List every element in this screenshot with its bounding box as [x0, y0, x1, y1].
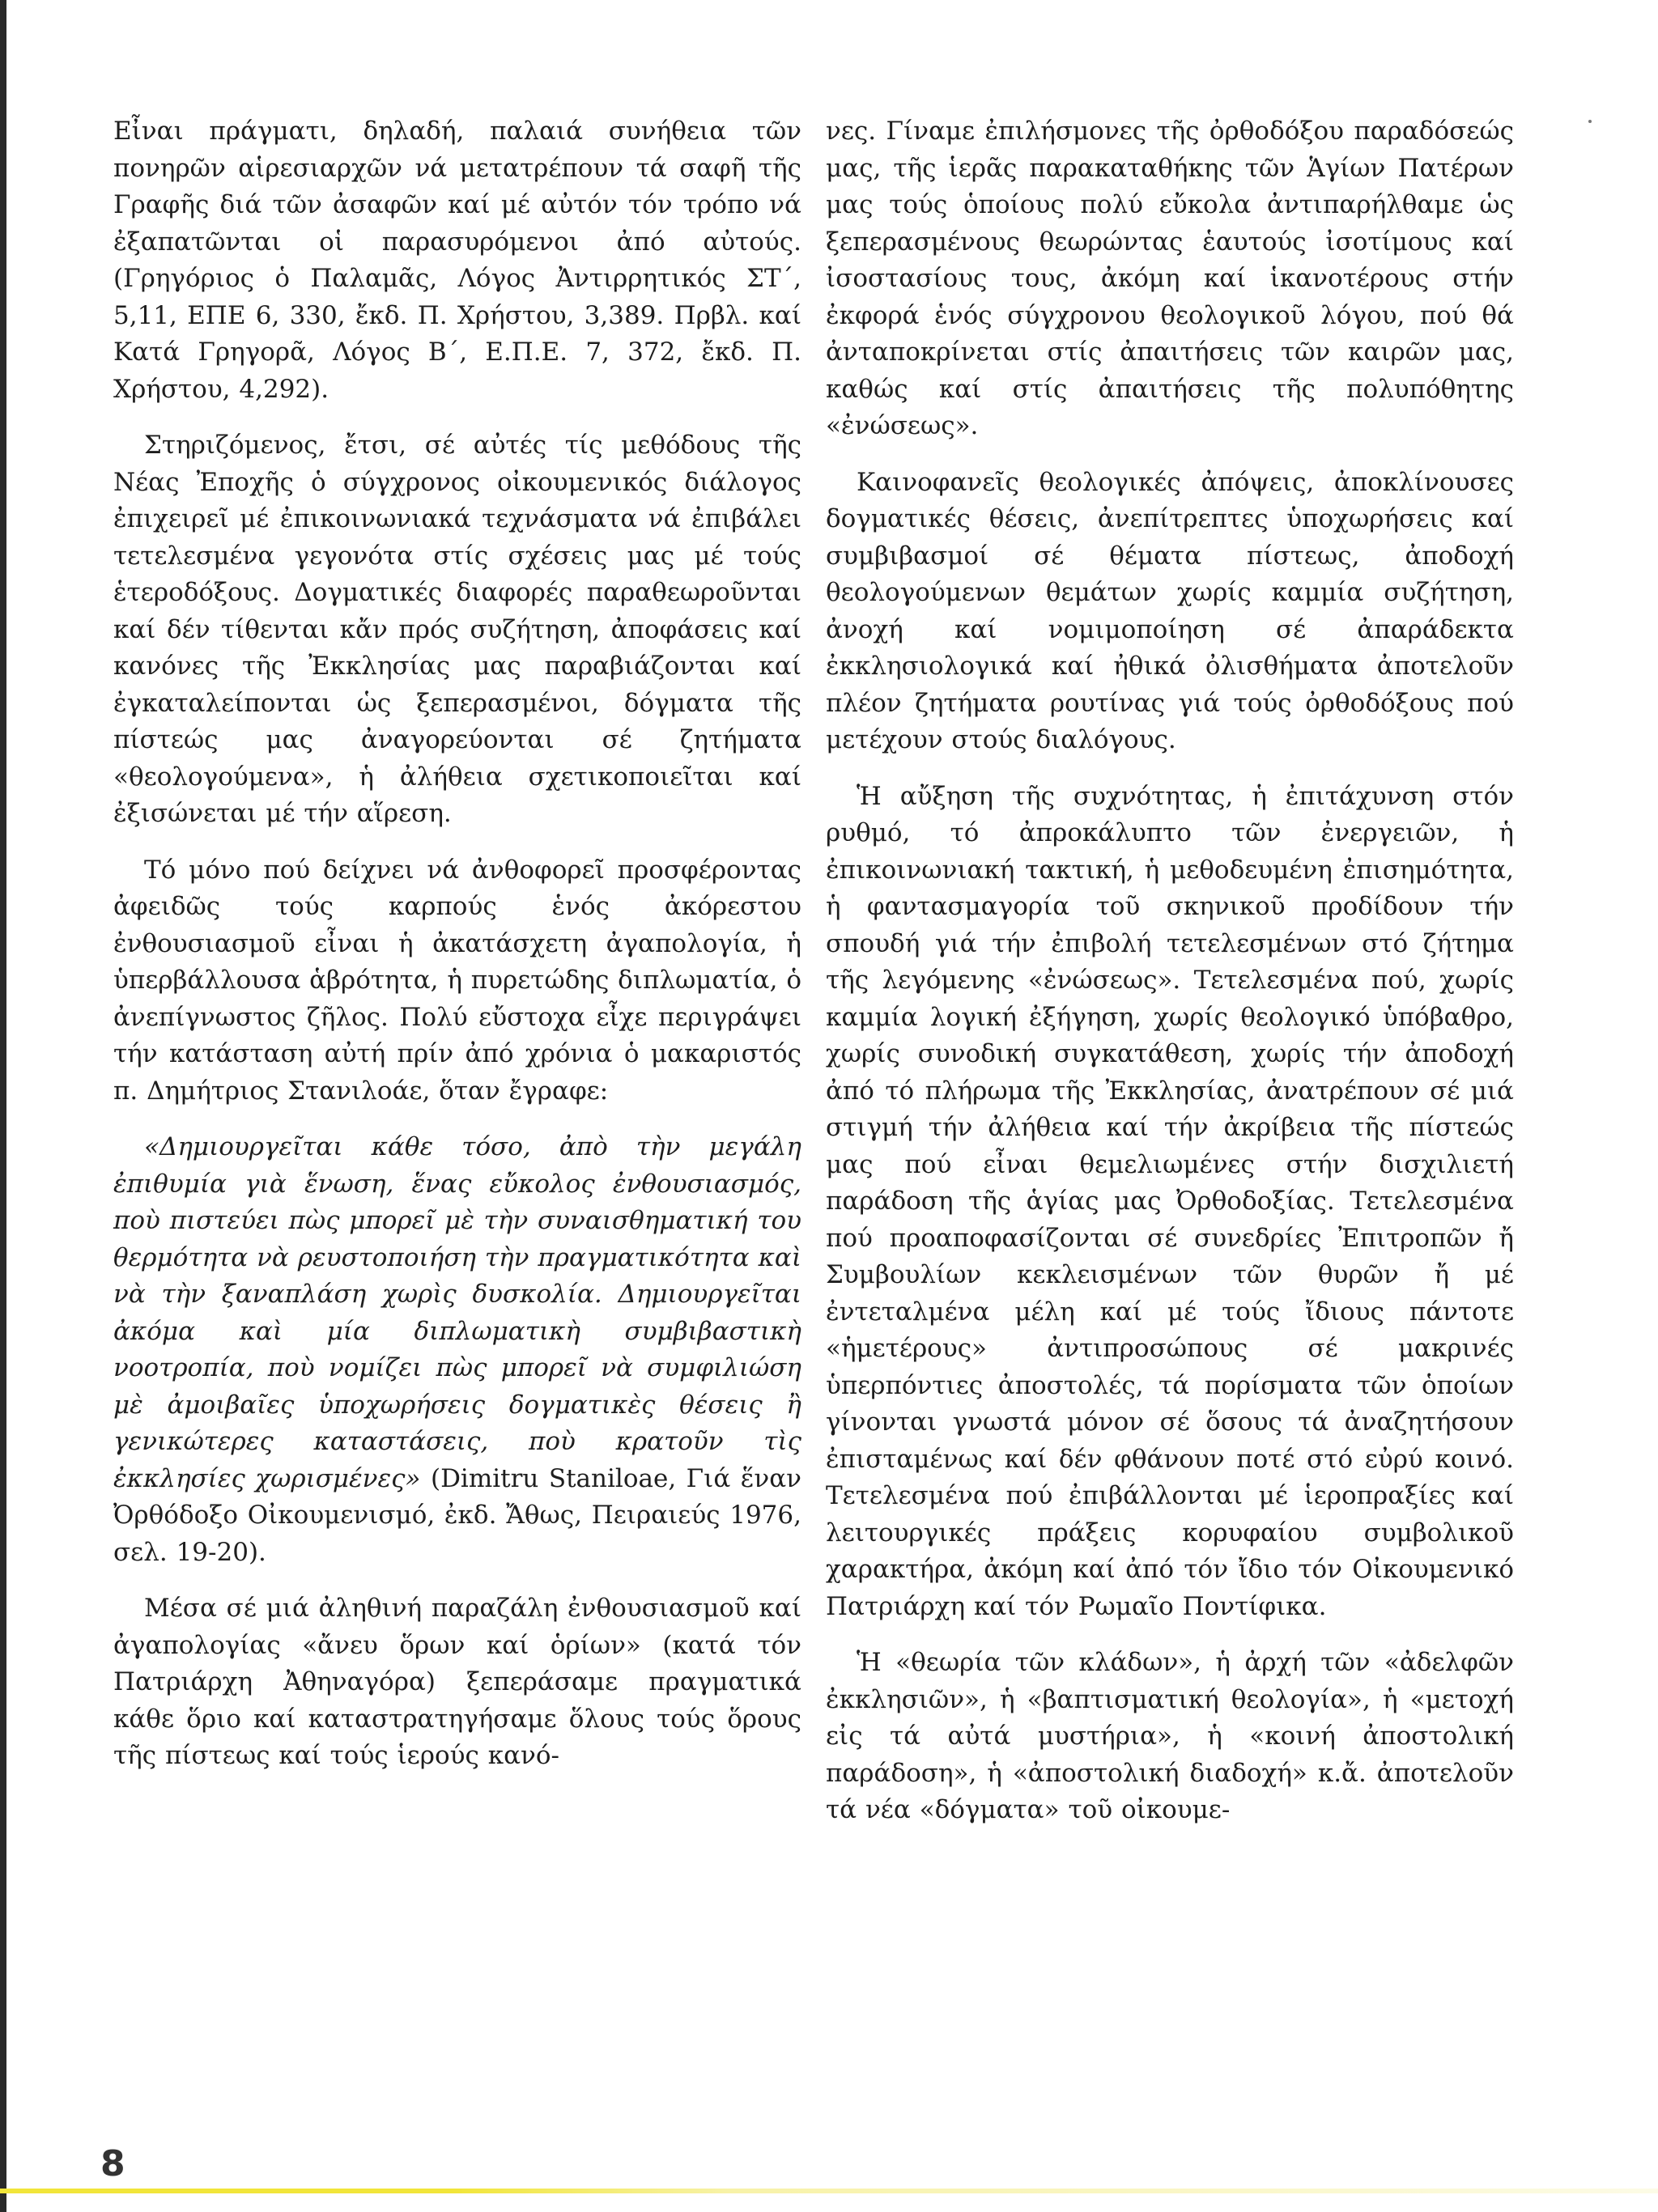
paragraph-staniloae-quote: [113, 1129, 801, 1571]
staniloae-quote-text: «Δημιουργεῖται κάθε τόσο, ἀπὸ τὴν μεγάλη ἐπιθυμία γιὰ ἕνωση, ἕνας εὔκολος ἐνθουσιασμός, ποὺ πιστεύει πὼς μπορεῖ μὲ τὴν συναισθηματική του θερμότητα νὰ ρευστοποιήση τὴν πραγματικότητα καὶ νὰ τὴν ξαναπλάση χωρὶς δυσκολία. Δημιουργεῖται ἀκόμα καὶ μία διπλωματικὴ συμβιβαστικὴ νοοτροπία, ποὺ νομίζει πὼς μπορεῖ νὰ συμφιλιώση μὲ ἀμοιβαῖες ὑποχωρήσεις δογματικὲς θέσεις ἢ γενικώτερες καταστάσεις, ποὺ κρατοῦν τὶς ἐκκλησίες χωρισμένες»: [113, 1132, 801, 1493]
paragraph-fait-accompli: Ἡ αὔξηση τῆς συχνότητας, ἡ ἐπιτάχυνση στόν ρυθμό, τό ἀπροκάλυπτο τῶν ἐνεργειῶν, ἡ ἐπικοινωνιακή τακτική, ἡ μεθοδευμένη ἐπισημότητα, ἡ φαντασμαγορία τοῦ σκηνικοῦ προδίδουν τήν σπουδή γιά τήν ἐπιβολή τετελεσμένων στό ζήτημα τῆς λεγόμενης «ἐνώσεως». Τετελεσμένα πού, χωρίς καμμία λογική ἐξήγηση, χωρίς θεολογικό ὑπόβαθρο, χωρίς συνοδική συγκατάθεση, χωρίς τήν ἀποδοχή ἀπό τό πλήρωμα τῆς Ἐκκλησίας, ἀνατρέπουν σέ μιά στιγμή τήν ἀλήθεια καί τήν ἀκρίβεια τῆς πίστεώς μας πού εἶναι θεμελιωμένες στήν δισχιλιετή παράδοση τῆς ἁγίας μας Ὀρθοδοξίας. Τετελεσμένα πού προαποφασίζονται σέ συνεδρίες Ἐπιτροπῶν ἤ Συμβουλίων κεκλεισμένων τῶν θυρῶν ἤ μέ ἐντεταλμένα μέλη καί μέ τούς ἴδιους πάντοτε «ἡμετέρους» ἀντιπροσώπους σέ μακρινές ὑπερπόντιες ἀποστολές, τά πορίσματα τῶν ὁποίων γίνονται γνωστά μόνον σέ ὅσους τά ἀναζητήσουν ἐπισταμένως καί δέν φθάνουν ποτέ στό εὐρύ κοινό. Τετελεσμένα πού ἐπιβάλλονται μέ ἱεροπραξίες καί λειτουργικές πράξεις κορυφαίου συμβολικοῦ χαρακτήρα, ἀκόμη καί ἀπό τόν ἴδιο τόν Οἰκουμενικό Πατριάρχη καί τόν Ρωμαῖο Ποντίφικα.: [826, 781, 1514, 1621]
staniloae-reference: (Dimitru Staniloae, Γιά ἕναν Ὀρθόδοξο Οἰκουμενισμό, ἐκδ. Ἄθως, Πειραιεύς 1976, σελ. 19-20).: [113, 1463, 801, 1567]
right-column: [826, 113, 1514, 1849]
paragraph-novel-views: Καινοφανεῖς θεολογικές ἀπόψεις, ἀποκλίνουσες δογματικές θέσεις, ἀνεπίτρεπτες ὑποχωρήσεις καί συμβιβασμοί σέ θέματα πίστεως, ἀποδοχή θεολογούμενων θεμάτων χωρίς καμμία συζήτηση, ἀνοχή καί νομιμοποίηση σέ ἀπαράδεκτα ἐκκλησιολογικά καί ἠθικά ὀλισθήματα ἀποτελοῦν πλέον ζητήματα ρουτίνας γιά τούς ὀρθοδόξους πού μετέχουν στούς διαλόγους.: [826, 467, 1514, 754]
page-number: 8: [100, 2143, 125, 2184]
paragraph-new-dogmas: Ἡ «θεωρία τῶν κλάδων», ἡ ἀρχή τῶν «ἀδελφῶν ἐκκλησιῶν», ἡ «βαπτισματική θεολογία», ἡ «μετοχή εἰς τά αὐτά μυστήρια», ἡ «κοινή ἀποστολική παράδοση», ἡ «ἀποστολική διαδοχή» κ.ἄ. ἀποτελοῦν τά νέα «δόγματα» τοῦ οἰκουμε-: [826, 1648, 1514, 1824]
scan-speck: [1588, 120, 1592, 123]
scan-edge: [0, 0, 6, 2212]
paragraph-enthusiasm: Τό μόνο πού δείχνει νά ἀνθοφορεῖ προσφέροντας ἀφειδῶς τούς καρπούς ἑνός ἀκόρεστου ἐνθουσιασμοῦ εἶναι ἡ ἀκατάσχετη ἀγαπολογία, ἡ ὑπερβάλλουσα ἁβρότητα, ἡ πυρετώδης διπλωματία, ὁ ἀνεπίγνωστος ζῆλος. Πολύ εὔστοχα εἶχε περιγράψει τήν κατάσταση αὐτή πρίν ἀπό χρόνια ὁ μακαριστός π. Δημήτριος Στανιλοάε, ὅταν ἔγραφε:: [113, 855, 801, 1106]
paragraph-new-age-methods: Στηριζόμενος, ἔτσι, σέ αὐτές τίς μεθόδους τῆς Νέας Ἐποχῆς ὁ σύγχρονος οἰκουμενικός διάλογος ἐπιχειρεῖ μέ ἐπικοινωνιακά τεχνάσματα νά ἐπιβάλει τετελεσμένα γεγονότα στίς σχέσεις μας μέ τούς ἑτεροδόξους. Δογματικές διαφορές παραθεωροῦνται καί δέν τίθενται κἄν πρός συζήτηση, ἀποφάσεις καί κανόνες τῆς Ἐκκλησίας μας παραβιάζονται καί ἐγκαταλείπονται ὡς ξεπερασμένοι, δόγματα τῆς πίστεώς μας ἀναγορεύονται σέ ζητήματα «θεολογούμενα», ἡ ἀλήθεια σχετικοποιεῖται καί ἐξισώνεται μέ τήν αἵρεση.: [113, 431, 801, 828]
footer-yellow-bar: [0, 2189, 1658, 2193]
paragraph-palamas-citation: Εἶναι πράγματι, δηλαδή, παλαιά συνήθεια τῶν πονηρῶν αἱρεσιαρχῶν νά μετατρέπουν τά σαφῆ τῆς Γραφῆς διά τῶν ἀσαφῶν καί μέ αὐτόν τόν τρόπο νά ἐξαπατῶνται οἱ παρασυρόμενοι ἀπό αὐτούς. (Γρηγόριος ὁ Παλαμᾶς, Λόγος Ἀντιρρητικός ΣΤ΄, 5,11, ΕΠΕ 6, 330, ἔκδ. Π. Χρήστου, 3,389. Πρβλ. καί Κατά Γρηγορᾶ, Λόγος Β΄, Ε.Π.Ε. 7, 372, ἔκδ. Π. Χρήστου, 4,292).: [113, 117, 801, 404]
left-column: [113, 113, 801, 1794]
paragraph-love-without-terms: Μέσα σέ μιά ἀληθινή παραζάλη ἐνθουσιασμοῦ καί ἀγαπολογίας «ἄνευ ὅρων καί ὁρίων» (κατά τόν Πατριάρχη Ἀθηναγόρα) ξεπεράσαμε πραγματικά κάθε ὅριο καί καταστρατηγήσαμε ὅλους τούς ὅρους τῆς πίστεως καί τούς ἱερούς κανό-: [113, 1594, 801, 1770]
paragraph-forgetful-tradition: νες. Γίναμε ἐπιλήσμονες τῆς ὀρθοδόξου παραδόσεώς μας, τῆς ἱερᾶς παρακαταθήκης τῶν Ἁγίων Πατέρων μας τούς ὁποίους πολύ εὔκολα ἀντιπαρήλθαμε ὡς ξεπερασμένους θεωρώντας ἑαυτούς ἰσοτίμους καί ἰσοστασίους τους, ἀκόμη καί ἱκανοτέρους στήν ἐκφορά ἑνός σύγχρονου θεολογικοῦ λόγου, πού θά ἀνταποκρίνεται στίς ἀπαιτήσεις τῶν καιρῶν μας, καθώς καί στίς ἀπαιτήσεις τῆς πολυπόθητης «ἐνώσεως».: [826, 117, 1514, 440]
